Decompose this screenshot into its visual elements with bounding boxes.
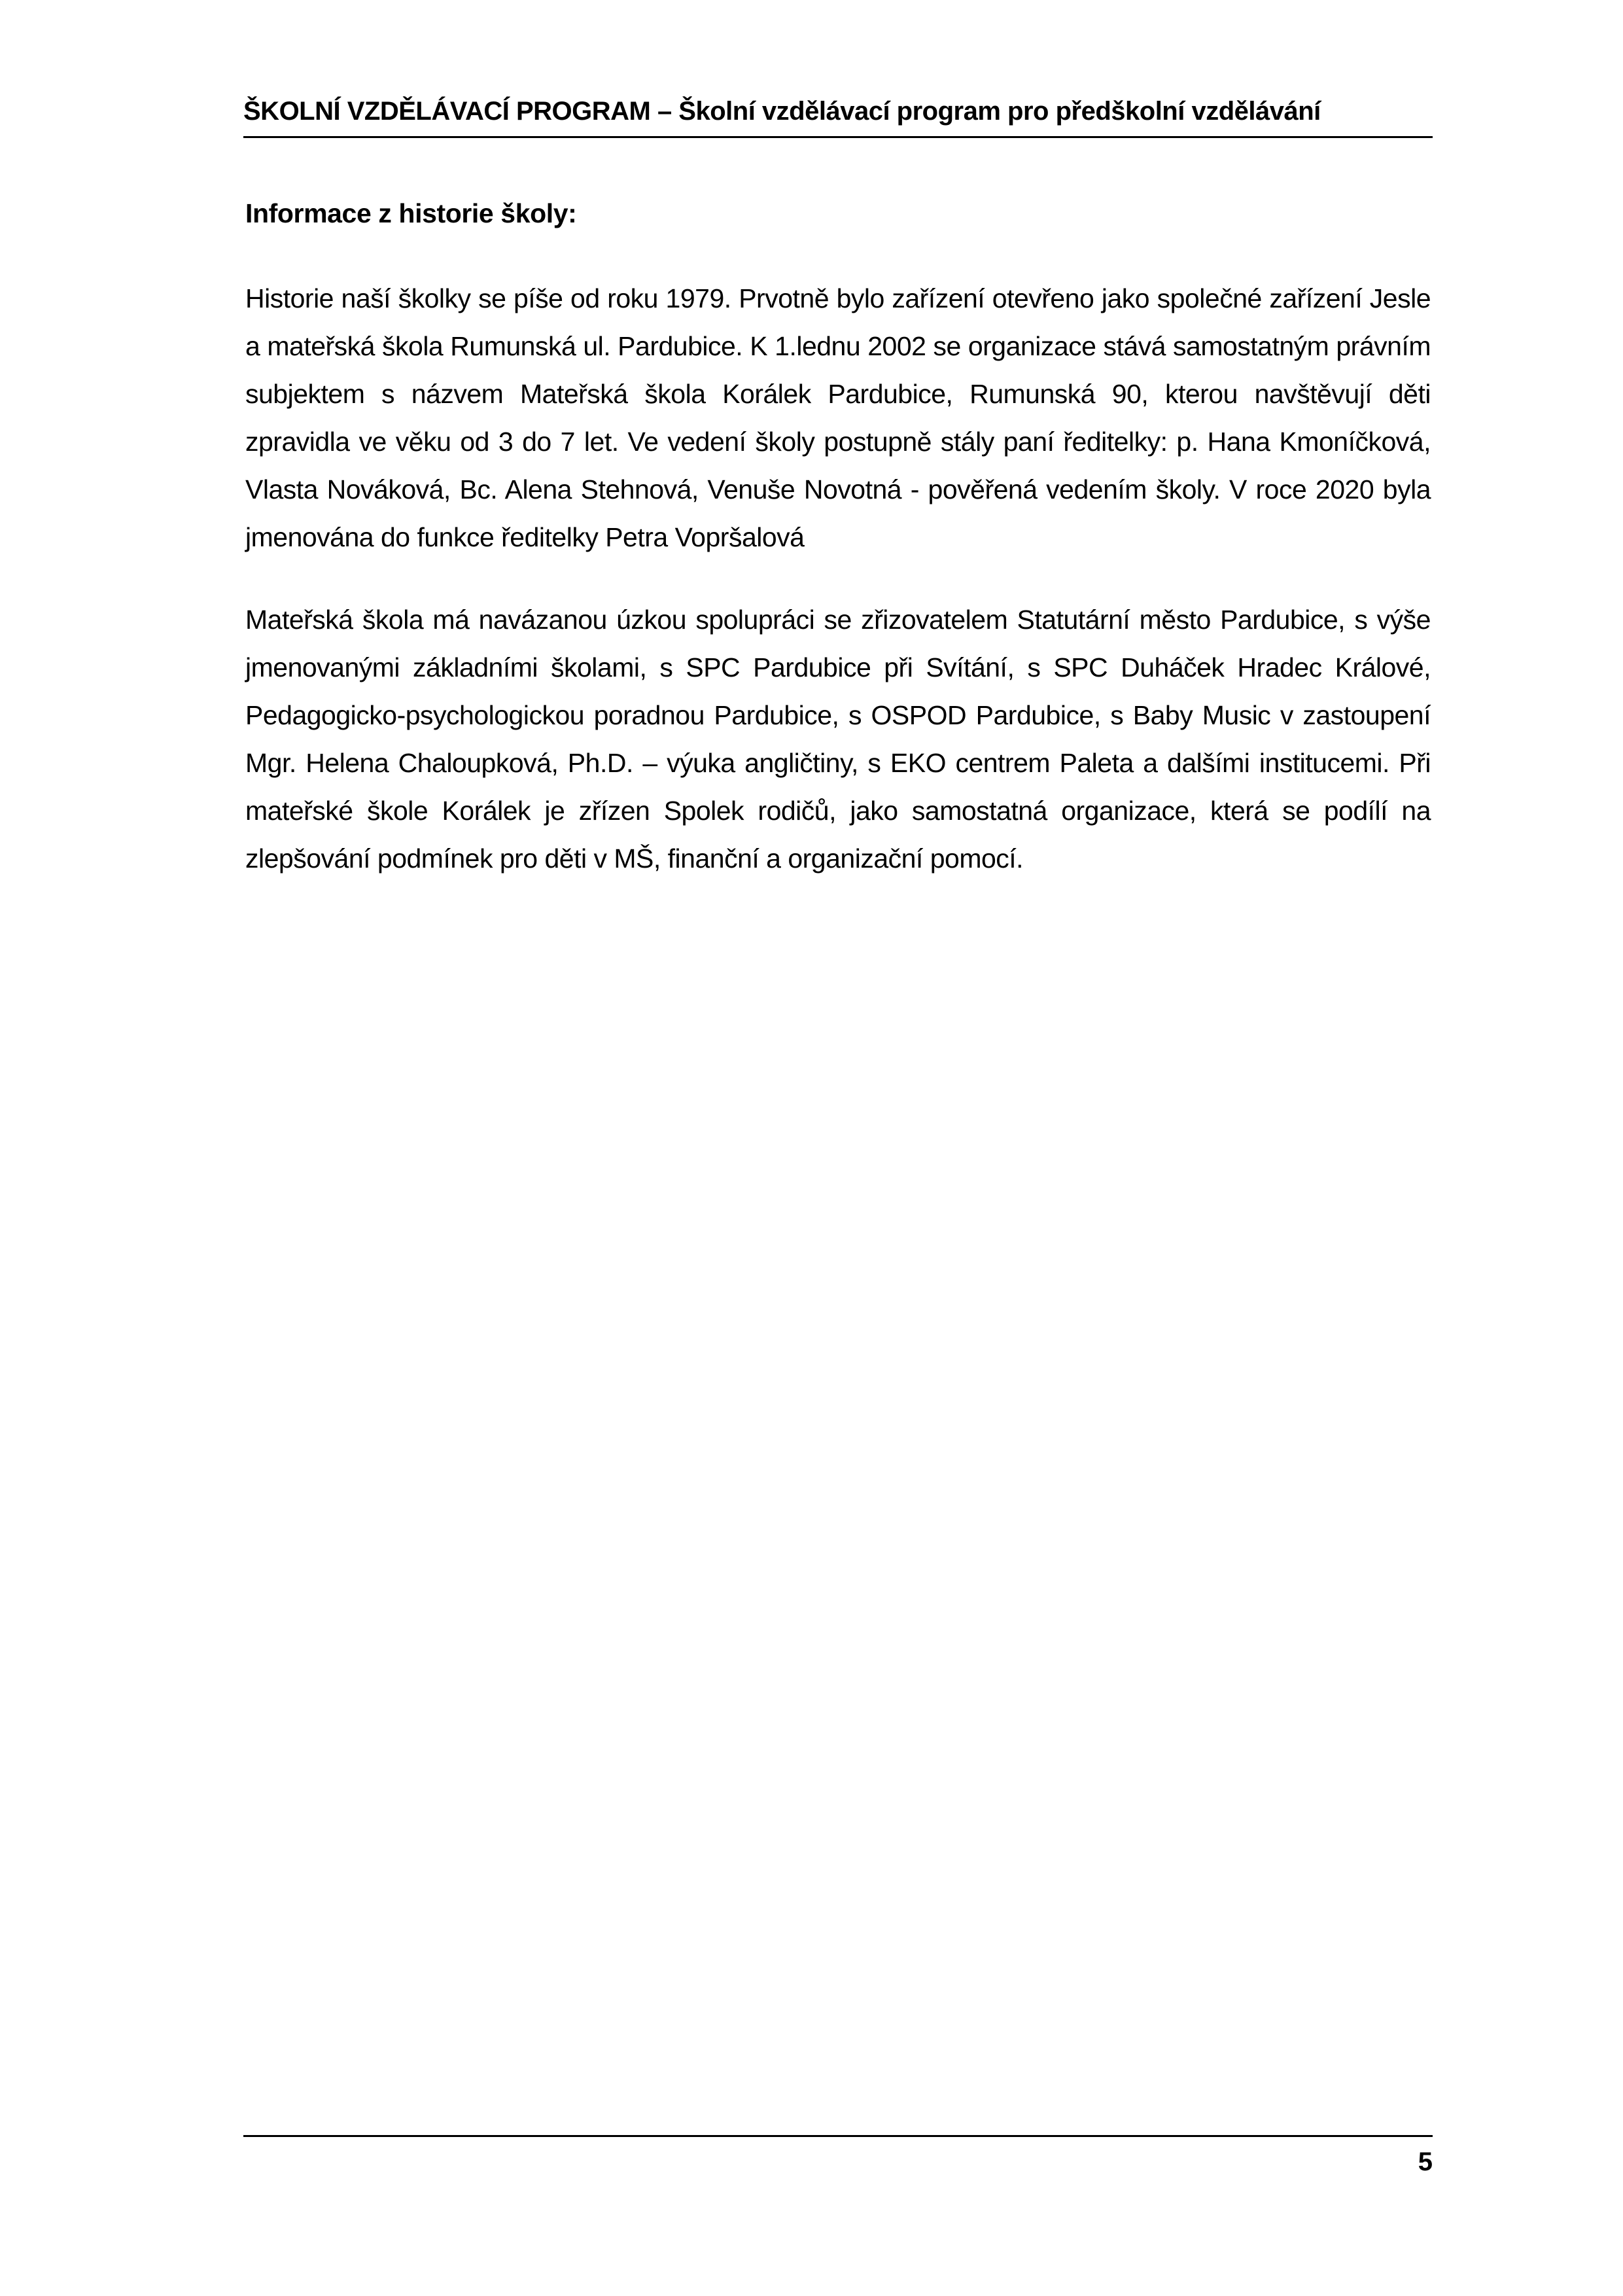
page-header [243,97,1433,138]
page-number: 5 [1418,2147,1433,2176]
section-heading: Informace z historie školy: [245,198,577,228]
footer-divider [243,2135,1433,2137]
header-title: ŠKOLNÍ VZDĚLÁVACÍ PROGRAM – Školní vzdělávací program pro předškolní vzdělávání [243,97,1321,126]
paragraph-history: Historie naší školky se píše od roku 1979. Prvotně bylo zařízení otevřeno jako společné zařízení Jesle a mateřská škola Rumunská ul. Pardubice. K 1.lednu 2002 se organizace stává samostatným právním subjektem s názvem Mateřská škola Korálek Pardubice, Rumunská 90, kterou navštěvují děti zpravidla ve věku od 3 do 7 let. Ve vedení školy postupně stály paní ředitelky: p. Hana Kmoníčková, Vlasta Nováková, Bc. Alena Stehnová, Venuše Novotná - pověřená vedením školy. V roce 2020 byla jmenována do funkce ředitelky Petra Vopršalová [245,283,1431,552]
paragraph-cooperation: Mateřská škola má navázanou úzkou spolupráci se zřizovatelem Statutární město Pardubice, s výše jmenovanými základními školami, s SPC Pardubice při Svítání, s SPC Duháček Hradec Králové, Pedagogicko-psychologickou poradnou Pardubice, s OSPOD Pardubice, s Baby Music v zastoupení Mgr. Helena Chaloupková, Ph.D. – výuka angličtiny, s EKO centrem Paleta a dalšími institucemi. Při mateřské škole Korálek je zřízen Spolek rodičů, jako samostatná organizace, která se podílí na zlepšování podmínek pro děti v MŠ, finanční a organizační pomocí. [245,605,1431,874]
main-content [245,190,1431,917]
